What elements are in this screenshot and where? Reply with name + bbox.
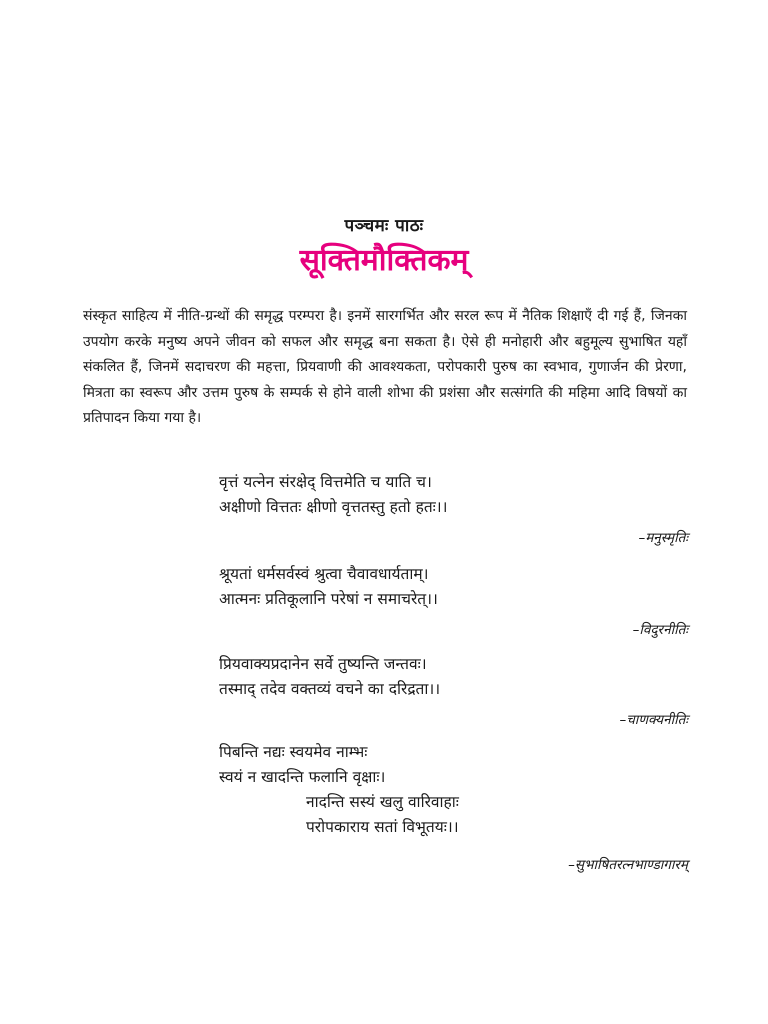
lesson-title: सूक्तिमौक्तिकम् xyxy=(299,243,469,278)
verse-line: पिबन्ति नद्यः स्वयमेव नाम्भः xyxy=(219,743,368,761)
verse-line: वृत्तं यत्नेन संरक्षेद् वित्तमेति च याति च। xyxy=(219,473,432,491)
verse-block-2 xyxy=(219,562,438,612)
verse-source-2: –विदुरनीतिः xyxy=(632,622,688,638)
verse-line: आत्मनः प्रतिकूलानि परेषां न समाचरेत्।। xyxy=(219,590,438,608)
verse-line: श्रूयतां धर्मसर्वस्वं श्रुत्वा चैवावधार्यताम्। xyxy=(219,565,429,583)
verse-line: अक्षीणो वित्ततः क्षीणो वृत्ततस्तु हतो हतः।। xyxy=(219,498,448,516)
verse-block-4 xyxy=(219,740,459,840)
lesson-number: पञ्चमः पाठः xyxy=(344,216,424,236)
intro-paragraph: संस्कृत साहित्य में नीति-ग्रन्थों की समृद्ध परम्परा है। इनमें सारगर्भित और सरल रूप में नैतिक शिक्षाएँ दी गई हैं, जिनका उपयोग करके मनुष्य अपने जीवन को सफल और समृद्ध बना सकता है। ऐसे ही मनोहारी और बहुमूल्य सुभाषित यहाँ संकलित हैं, जिनमें सदाचरण की महत्ता, प्रियवाणी की आवश्यकता, परोपकारी पुरुष का स्वभाव, गुणार्जन की प्रेरणा, मित्रता का स्वरूप और उत्तम पुरुष के सम्पर्क से होने वाली शोभा की प्रशंसा और सत्संगति की महिमा आदि विषयों का प्रतिपादन किया गया है। xyxy=(83,308,687,426)
verse-source-3: –चाणक्यनीतिः xyxy=(619,712,688,728)
verse-source-1: –मनुस्मृतिः xyxy=(638,530,688,546)
verse-block-3 xyxy=(219,652,440,702)
verse-line: प्रियवाक्यप्रदानेन सर्वे तुष्यन्ति जन्तवः। xyxy=(219,655,427,673)
verse-line: स्वयं न खादन्ति फलानि वृक्षाः। xyxy=(219,768,386,786)
verse-line: परोपकाराय सतां विभूतयः।। xyxy=(306,818,459,836)
verse-source-4: –सुभाषितरत्नभाण्डागारम् xyxy=(568,857,688,873)
verse-line: नादन्ति सस्यं खलु वारिवाहाः xyxy=(306,793,459,811)
verse-block-1 xyxy=(219,470,448,520)
verse-line: तस्माद् तदेव वक्तव्यं वचने का दरिद्रता।। xyxy=(219,680,441,698)
